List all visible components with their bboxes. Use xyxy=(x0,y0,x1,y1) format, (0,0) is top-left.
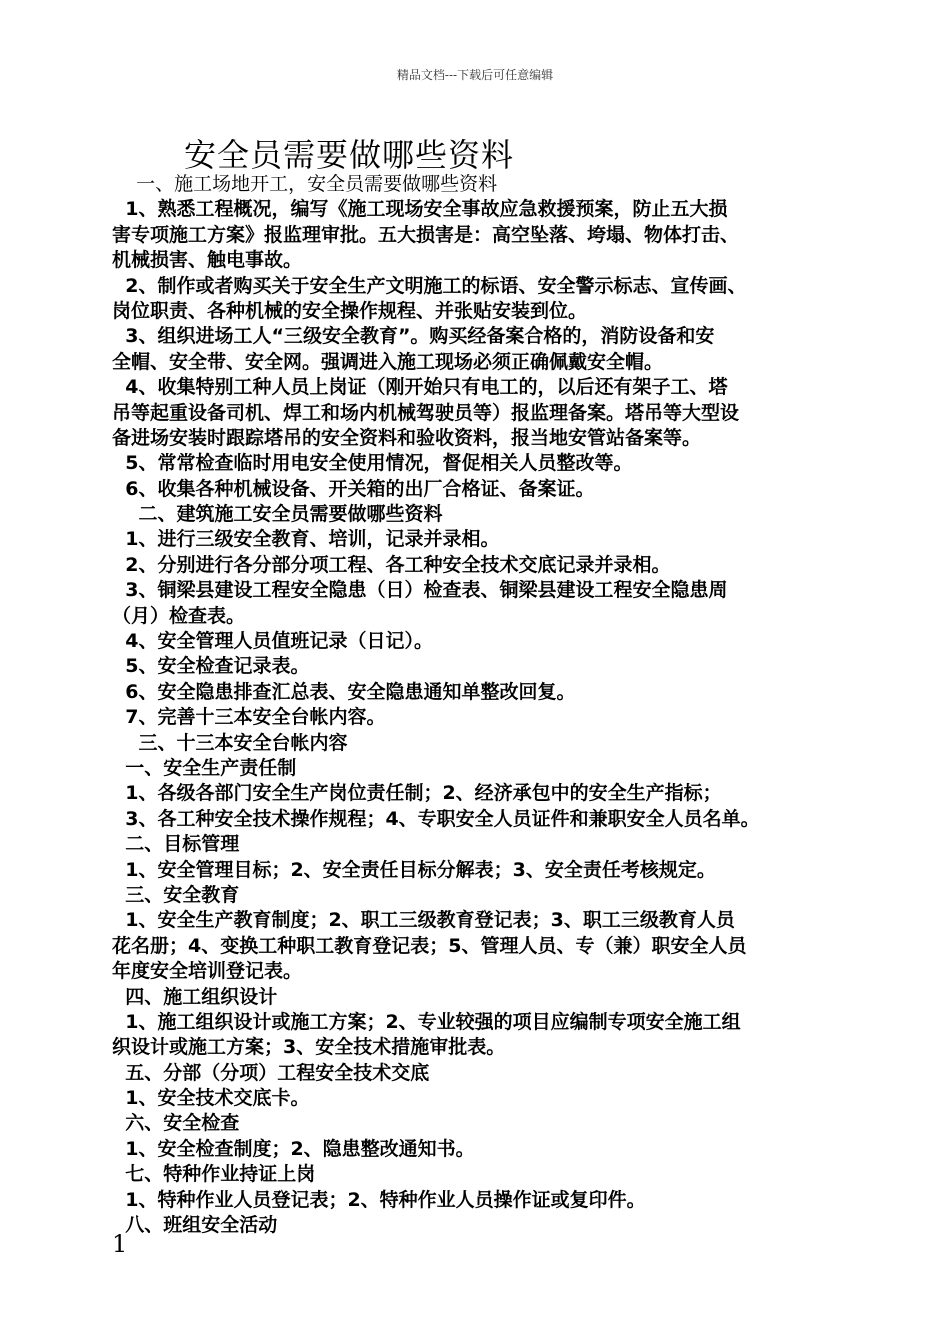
text-line: 害专项施工方案》报监理审批。五大损害是：高空坠落、垮塌、物体打击、 xyxy=(112,223,740,246)
text-line: 1、各级各部门安全生产岗位责任制；2、经济承包中的安全生产指标； xyxy=(112,782,722,805)
text-line: 2、制作或者购买关于安全生产文明施工的标语、安全警示标志、宣传画、 xyxy=(112,274,747,297)
text-line: 三、十三本安全台帐内容 xyxy=(112,731,348,754)
page-number: 1 xyxy=(112,1230,128,1258)
text-line: 1、安全生产教育制度；2、职工三级教育登记表；3、职工三级教育人员 xyxy=(112,909,735,932)
text-line: 1、安全检查制度；2、隐患整改通知书。 xyxy=(112,1137,475,1160)
text-line: 花名册；4、变换工种职工教育登记表；5、管理人员、专（兼）职安全人员 xyxy=(112,934,747,957)
text-line: 1、安全管理目标；2、安全责任目标分解表；3、安全责任考核规定。 xyxy=(112,858,716,881)
text-line: 5、安全检查记录表。 xyxy=(112,655,310,678)
text-line: （月）检查表。 xyxy=(112,604,246,627)
text-line: 机械损害、触电事故。 xyxy=(112,249,303,272)
text-line: 7、完善十三本安全台帐内容。 xyxy=(112,706,386,729)
text-line: 三、安全教育 xyxy=(112,883,240,906)
text-line: 1、特种作业人员登记表；2、特种作业人员操作证或复印件。 xyxy=(112,1188,646,1211)
text-line: 年度安全培训登记表。 xyxy=(112,960,303,983)
text-line: 3、各工种安全技术操作规程；4、专职安全人员证件和兼职安全人员名单。 xyxy=(112,807,760,830)
text-line: 二、目标管理 xyxy=(112,833,240,856)
page-header: 精品文档---下载后可任意编辑 xyxy=(396,68,554,82)
text-line: 四、施工组织设计 xyxy=(112,985,278,1008)
text-line: 二、建筑施工安全员需要做哪些资料 xyxy=(112,503,443,526)
text-line: 七、特种作业持证上岗 xyxy=(112,1163,316,1186)
text-line: 4、收集特别工种人员上岗证（刚开始只有电工的，以后还有架子工、塔 xyxy=(112,376,728,399)
text-line: 一、安全生产责任制 xyxy=(112,756,297,779)
text-line: 吊等起重设备司机、焊工和场内机械驾驶员等）报监理备案。塔吊等大型设 xyxy=(112,401,740,424)
text-line: 1、施工组织设计或施工方案；2、专业较强的项目应编制专项安全施工组 xyxy=(112,1010,741,1033)
document-title: 安全员需要做哪些资料 xyxy=(184,136,515,174)
text-line: 备进场安装时跟踪塔吊的安全资料和验收资料，报当地安管站备案等。 xyxy=(112,426,702,449)
text-line: 3、组织进场工人“三级安全教育”。购买经备案合格的，消防设备和安 xyxy=(112,325,715,348)
text-line: 5、常常检查临时用电安全使用情况，督促相关人员整改等。 xyxy=(112,452,633,475)
text-line: 一、施工场地开工，安全员需要做哪些资料 xyxy=(112,173,498,195)
text-line: 1、安全技术交底卡。 xyxy=(112,1087,310,1110)
text-line: 织设计或施工方案；3、安全技术措施审批表。 xyxy=(112,1036,506,1059)
text-line: 六、安全检查 xyxy=(112,1112,240,1135)
text-line: 岗位职责、各种机械的安全操作规程、并张贴安装到位。 xyxy=(112,299,588,322)
text-line: 1、熟悉工程概况，编写《施工现场安全事故应急救援预案，防止五大损 xyxy=(112,198,728,221)
text-line: 五、分部（分项）工程安全技术交底 xyxy=(112,1061,430,1084)
text-line: 4、安全管理人员值班记录（日记）。 xyxy=(112,630,433,653)
text-line: 1、进行三级安全教育、培训，记录并录相。 xyxy=(112,528,500,551)
document-body xyxy=(112,172,872,1238)
text-line: 八、班组安全活动 xyxy=(112,1214,278,1237)
text-line: 6、收集各种机械设备、开关箱的出厂合格证、备案证。 xyxy=(112,477,595,500)
text-line: 全帽、安全带、安全网。强调进入施工现场必须正确佩戴安全帽。 xyxy=(112,350,664,373)
text-line: 2、分别进行各分部分项工程、各工种安全技术交底记录并录相。 xyxy=(112,553,671,576)
text-line: 6、安全隐患排查汇总表、安全隐患通知单整改回复。 xyxy=(112,680,576,703)
text-line: 3、铜梁县建设工程安全隐患（日）检查表、铜梁县建设工程安全隐患周 xyxy=(112,579,728,602)
